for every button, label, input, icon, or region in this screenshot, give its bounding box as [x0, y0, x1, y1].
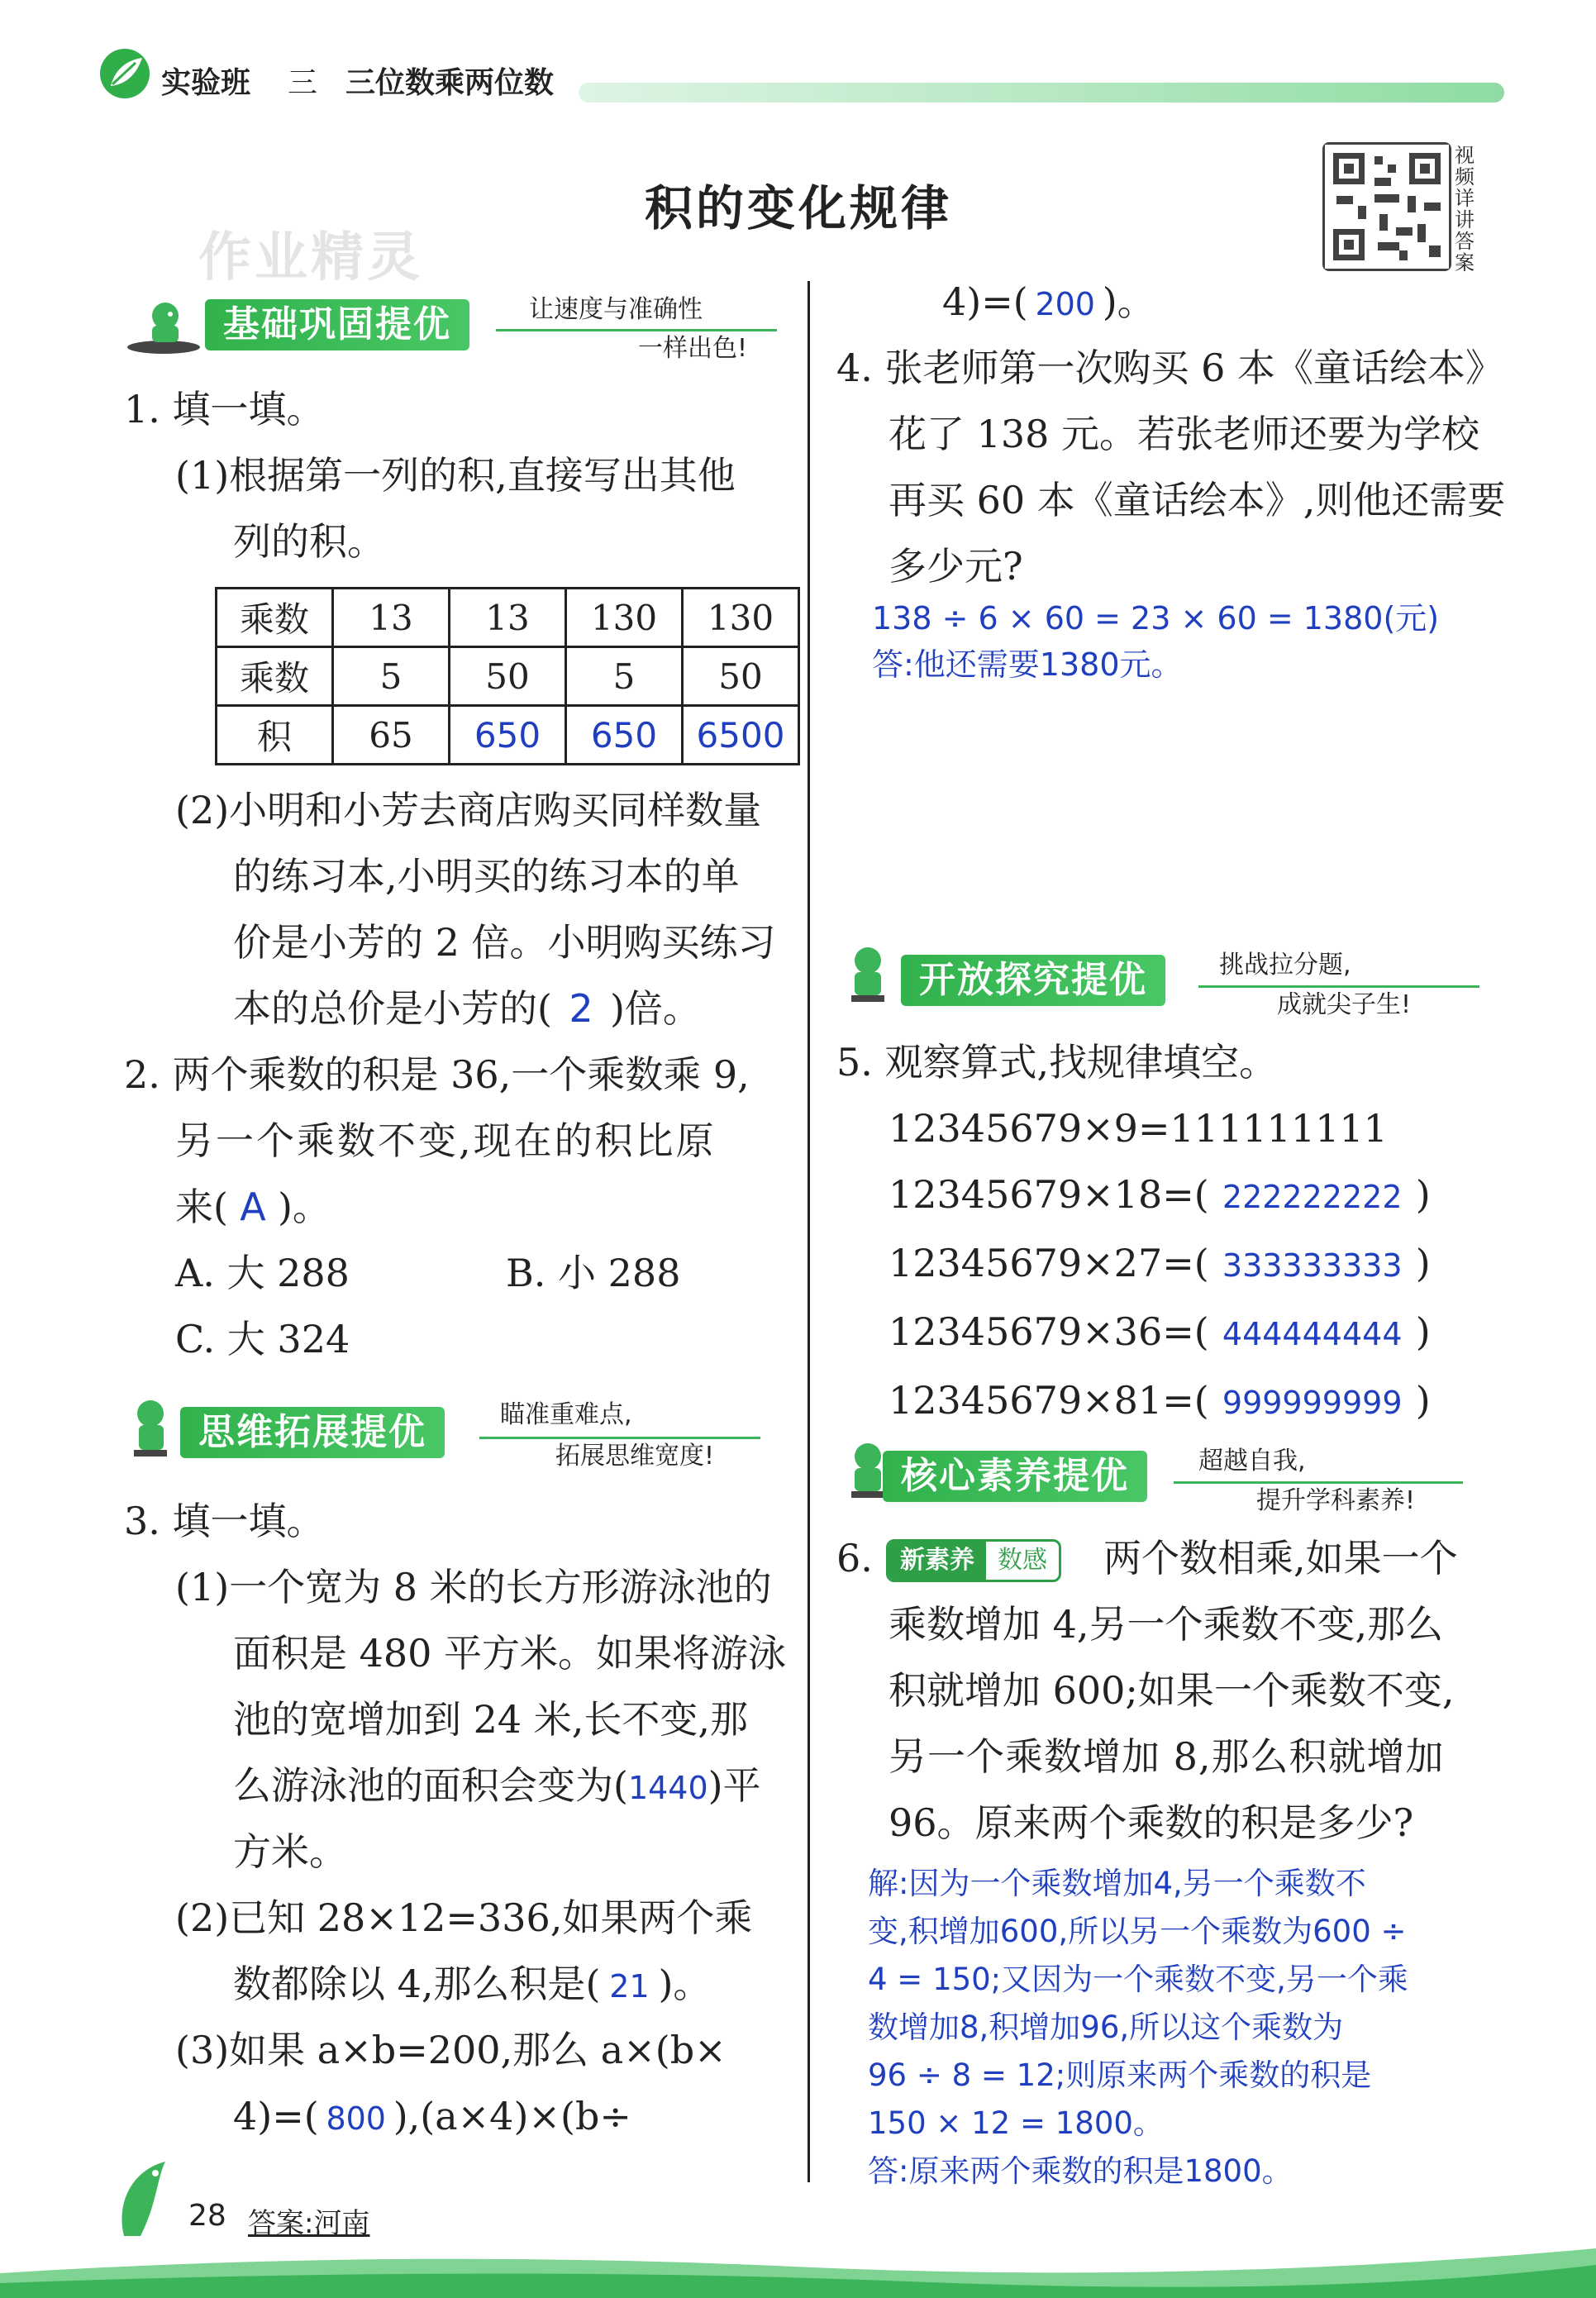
page-number: 28: [188, 2199, 226, 2233]
q3-part2-line2: [233, 1951, 711, 2019]
unit-title: 三位数乘两位数: [345, 66, 555, 100]
section-core-slogan2: 提升学科素养!: [1256, 1486, 1416, 1515]
section-open-line: [1198, 985, 1479, 988]
q1-part1-line1: (1)根据第一列的积,直接写出其他: [175, 453, 736, 498]
q1-part2-line4: [233, 975, 701, 1042]
answer-cell: 650: [566, 706, 683, 765]
q3-part1-line4: [233, 1752, 761, 1821]
q3-part3-line2: [233, 2083, 631, 2152]
q5-rows: [889, 1161, 1467, 1436]
footer-wave: [0, 2215, 1596, 2298]
q5-label: 5. 观察算式,找规律填空。: [836, 1040, 1278, 1085]
section-basic-line: [496, 329, 777, 331]
table-cell: 5: [333, 647, 450, 706]
table-cell: 积: [217, 706, 333, 765]
q2-text-a: 来(: [175, 1185, 228, 1229]
q3-part2-answer: 21: [609, 1968, 650, 2005]
list-item: [889, 1161, 1467, 1230]
section-core-line: [1174, 1481, 1463, 1484]
q5-answer: 999999999: [1222, 1385, 1403, 1421]
answer-note: 答案:河南: [248, 2207, 370, 2240]
q4-line2: 花了 138 元。若张老师还要为学校: [889, 412, 1480, 456]
q6-solution-line: 数增加8,积增加96,所以这个乘数为: [868, 2010, 1344, 2045]
q6-solution-line: 解:因为一个乘数增加4,另一个乘数不: [868, 1866, 1366, 1901]
q1-part2-text-b: )倍。: [609, 986, 701, 1031]
q6-line2: 乘数增加 4,另一个乘数不变,那么: [889, 1602, 1444, 1647]
q3-part3-line1: (3)如果 a×b=200,那么 a×(b×: [175, 2028, 727, 2072]
section-thinking-slogan2: 拓展思维宽度!: [555, 1442, 715, 1471]
list-item: [889, 1299, 1467, 1367]
q3-part3-answer2: 200: [1035, 286, 1095, 322]
q6-solution: [868, 1860, 1408, 2195]
q6-solution-line: 答:原来两个乘数的积是1800。: [868, 2153, 1293, 2189]
q5-close: ): [1415, 1378, 1431, 1423]
qr-code[interactable]: [1322, 142, 1451, 271]
table-cell: 13: [333, 589, 450, 647]
section-thinking-slogan1: 瞄准重难点,: [500, 1400, 632, 1429]
table-cell: 130: [566, 589, 683, 647]
q1-part2-line2: 的练习本,小明买的练习本的单: [233, 854, 740, 899]
q6-tag-label: 新素养: [889, 1542, 986, 1580]
q6-solution-line: 150 × 12 = 1800。: [868, 2105, 1164, 2141]
q3-label: 3. 填一填。: [124, 1499, 325, 1543]
table-cell: 130: [683, 589, 799, 647]
section-core-slogan1: 超越自我,: [1198, 1447, 1306, 1476]
q2-text-b: )。: [277, 1185, 331, 1229]
section-open-slogan1: 挑战拉分题,: [1219, 951, 1351, 980]
section-open-slogan2: 成就尖子生!: [1277, 990, 1412, 1019]
q3-part1-text-a: 么游泳池的面积会变为(: [233, 1763, 628, 1808]
table-cell: 65: [333, 706, 450, 765]
table-cell: 乘数: [217, 647, 333, 706]
q3-part3-answer1: 800: [326, 2100, 386, 2137]
q6-tag: [886, 1539, 1061, 1582]
list-item: [889, 1367, 1467, 1436]
header-bar: [579, 83, 1504, 103]
answer-cell: 650: [450, 706, 566, 765]
q6-solution-line: 变,积增加600,所以另一个乘数为600 ÷: [868, 1914, 1407, 1949]
section-basic-slogan2: 一样出色!: [638, 334, 748, 363]
q2-line1: 2. 两个乘数的积是 36,一个乘数乘 9,: [124, 1052, 750, 1097]
q4-line1: 4. 张老师第一次购买 6 本《童话绘本》: [836, 346, 1504, 390]
table-row: [217, 706, 799, 765]
q3-part3-text-a: 4)=(: [233, 2094, 319, 2138]
q1-part2-line3: 价是小芳的 2 倍。小明购买练习: [233, 920, 776, 965]
q1-part2-answer: 2: [569, 986, 593, 1031]
q1-part1-line2: 列的积。: [233, 519, 385, 564]
q5-close: ): [1415, 1241, 1431, 1285]
table-cell: 13: [450, 589, 566, 647]
q3-part1-text-b: )平: [707, 1763, 761, 1808]
q3-part3-text-c: 4)=(: [942, 279, 1028, 324]
answer-cell: 6500: [683, 706, 799, 765]
section-basic-banner: 基础巩固提优: [205, 299, 469, 350]
table-cell: 50: [683, 647, 799, 706]
q6-solution-line: 96 ÷ 8 = 12;则原来两个乘数的积是: [868, 2057, 1372, 2093]
q3-part2-line1: (2)已知 28×12=336,如果两个乘: [175, 1895, 753, 1940]
q3-part2-text-b: )。: [658, 1962, 712, 2006]
q5-expr: 12345679×27=(: [889, 1241, 1209, 1285]
q5-given: 12345679×9=111111111: [889, 1106, 1388, 1151]
q5-expr: 12345679×81=(: [889, 1378, 1209, 1423]
q5-close: ): [1415, 1309, 1431, 1354]
table-cell: 乘数: [217, 589, 333, 647]
q1-part2-line1: (2)小明和小芳去商店购买同样数量: [175, 788, 762, 832]
q1-part2-text-a: 本的总价是小芳的(: [233, 986, 552, 1031]
q6-solution-line: 4 = 150;又因为一个乘数不变,另一个乘: [868, 1962, 1408, 1997]
q3-part1-line5: 方米。: [233, 1829, 347, 1874]
q1-product-table: [215, 587, 800, 765]
character-thinking-icon: [122, 1397, 180, 1463]
unit-number: 三: [288, 66, 318, 100]
character-skateboard-icon: [122, 298, 205, 355]
q5-close: ): [1415, 1172, 1431, 1217]
q5-answer: 222222222: [1222, 1179, 1403, 1215]
q3-part2-text-a: 数都除以 4,那么积是(: [233, 1962, 601, 2006]
q3-part3-text-d: )。: [1102, 279, 1155, 324]
q3-part1-line3: 池的宽增加到 24 米,长不变,那: [233, 1697, 749, 1742]
q3-part1-answer: 1440: [627, 1770, 708, 1806]
q4-solution-line2: 答:他还需要1380元。: [872, 646, 1183, 683]
table-row: [217, 589, 799, 647]
q6-line1: 两个数相乘,如果一个: [1103, 1536, 1458, 1580]
column-divider: [808, 281, 810, 2182]
q3-part1-line1: (1)一个宽为 8 米的长方形游泳池的: [175, 1565, 772, 1609]
table-cell: 5: [566, 647, 683, 706]
q4-line3: 再买 60 本《童话绘本》,则他还需要: [889, 478, 1506, 522]
q1-label: 1. 填一填。: [124, 387, 325, 431]
q2-answer: A: [240, 1185, 266, 1229]
leaf-logo-icon: [99, 48, 150, 99]
section-open-banner: 开放探究提优: [901, 955, 1165, 1006]
q6-tag-topic: 数感: [998, 1546, 1047, 1575]
section-thinking-banner: 思维拓展提优: [180, 1407, 445, 1458]
q6-line3: 积就增加 600;如果一个乘数不变,: [889, 1668, 1455, 1713]
qr-label: 视频详讲答案: [1455, 144, 1475, 274]
book-name: 实验班: [161, 66, 251, 100]
list-item: [889, 1230, 1467, 1299]
q3-part1-line2: 面积是 480 平方米。如果将游泳: [233, 1631, 787, 1676]
q2-line2: 另一个乘数不变,现在的积比原: [175, 1118, 717, 1163]
q2-option-a: A. 大 288: [175, 1251, 350, 1295]
dolphin-icon: [107, 2153, 182, 2244]
q4-line4: 多少元?: [889, 544, 1023, 589]
q3-part3-text-b: ),(a×4)×(b÷: [393, 2094, 631, 2138]
q5-answer: 444444444: [1222, 1316, 1403, 1352]
q5-expr: 12345679×36=(: [889, 1309, 1209, 1354]
q3-part3-line3: [942, 269, 1155, 337]
table-cell: 50: [450, 647, 566, 706]
q5-expr: 12345679×18=(: [889, 1172, 1209, 1217]
q2-option-b: B. 小 288: [506, 1251, 681, 1295]
q5-answer: 333333333: [1222, 1247, 1403, 1284]
q2-option-c: C. 大 324: [175, 1317, 350, 1361]
watermark: 作业精灵: [198, 227, 423, 288]
section-basic-slogan1: 让速度与准确性: [529, 295, 703, 324]
section-core-banner: 核心素养提优: [883, 1451, 1147, 1502]
table-row: [217, 647, 799, 706]
page-title: 积的变化规律: [645, 180, 953, 236]
q2-line3: [175, 1174, 331, 1240]
section-thinking-line: [479, 1437, 760, 1439]
q6-line4: 另一个乘数增加 8,那么积就增加: [889, 1734, 1445, 1779]
q6-number: 6.: [836, 1536, 873, 1580]
q4-solution-line1: 138 ÷ 6 × 60 = 23 × 60 = 1380(元): [872, 600, 1440, 636]
character-explore-icon: [835, 942, 901, 1008]
q6-line5: 96。原来两个乘数的积是多少?: [889, 1800, 1414, 1845]
